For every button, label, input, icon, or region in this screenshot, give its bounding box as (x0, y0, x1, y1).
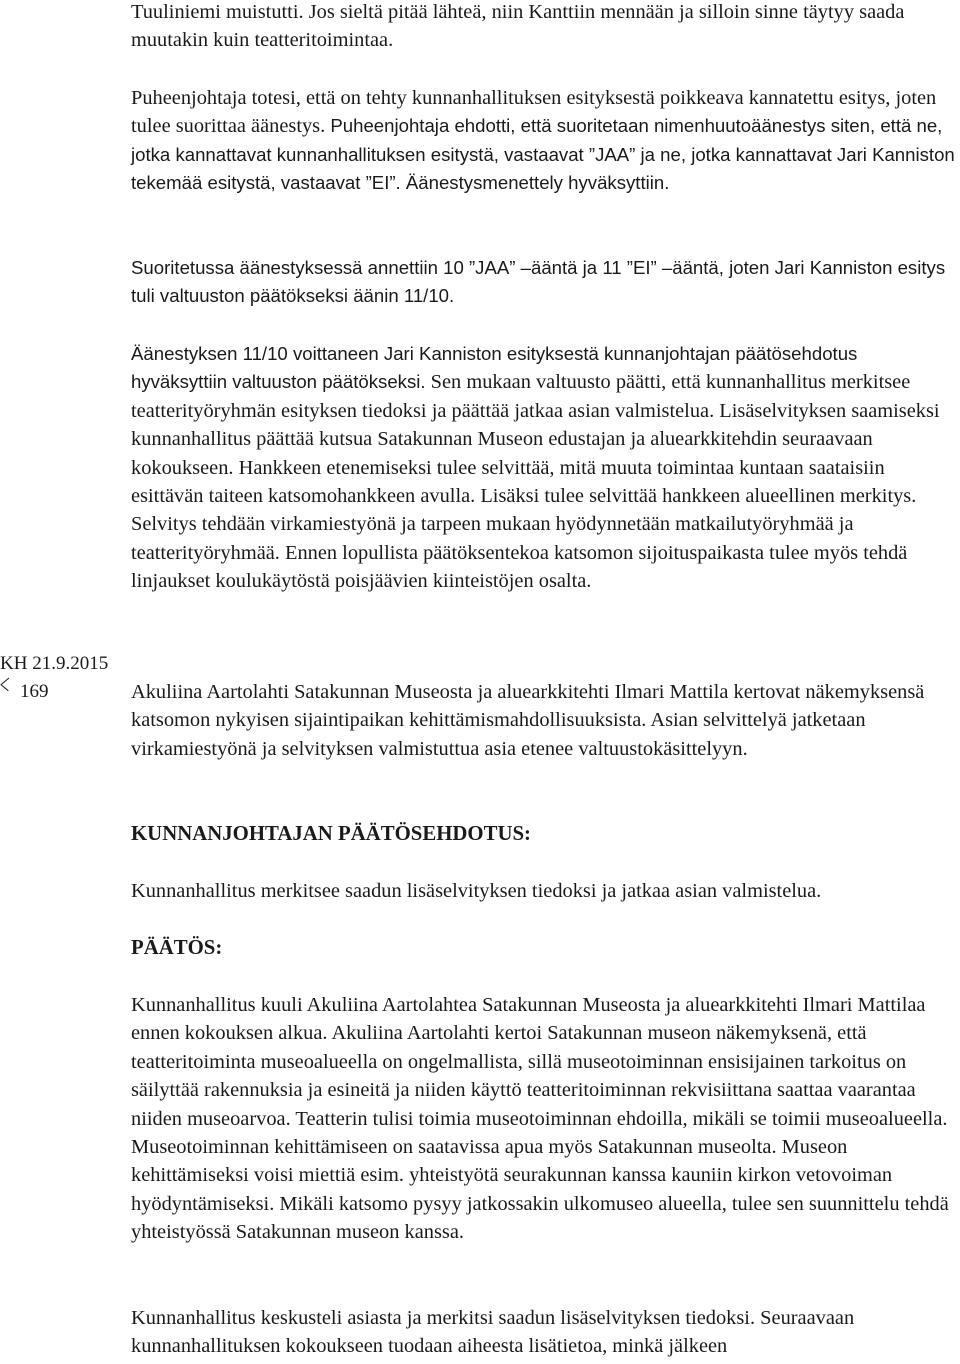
paragraph-5 (131, 678, 957, 763)
paragraph-text (131, 340, 957, 596)
paragraph-4 (131, 340, 957, 596)
paragraph-text: Tuuliniemi muistutti. Jos sieltä pitää lähteä, niin Kanttiin mennään ja silloin sinne täytyy saada muutakin kuin teatteritoimintaa. (131, 1, 905, 52)
paragraph-text: Kunnanhallitus kuuli Akuliina Aartolahtea Satakunnan Museosta ja aluearkkitehti Ilmari Mattilaa ennen kokouksen alkua. Akuliina Aartolahti kertoi Satakunnan museon näkemyksenä, että teatteritoiminta museoalueella on ongelmallista, sillä museotoiminnan ensisijainen tarkoitus on säilyttää rakennuksia ja esineitä ja niiden käyttö teatteritoiminnan rekvisiittana saattaa vaarantaa niiden museoarvoa. Teatterin tulisi toimia museotoiminnan ehdoilla, mikäli se toimii museoalueella. Museotoiminnan kehittämiseen on saatavissa apua myös Satakunnan museolta. Museon kehittämiseksi voisi miettiä esim. yhteistyötä seurakunnan kanssa kauniin kirkon vetovoiman hyödyntämiseksi. Mikäli katsomo pysyy jatkossakin ulkomuseo alueella, tulee sen suunnittelu tehdä yhteistyössä Satakunnan museon kanssa. (131, 994, 949, 1244)
paragraph-text: Kunnanhallitus keskusteli asiasta ja merkitsi saadun lisäselvityksen tiedoksi. Seuraavaan kunnanhallituksen kokoukseen tuodaan aiheesta lisätietoa, minkä jälkeen (131, 1307, 855, 1358)
proposal-heading: KUNNANJOHTAJAN PÄÄTÖSEHDOTUS: (131, 822, 531, 845)
margin-item-number (0, 678, 49, 706)
paragraph-7 (131, 991, 957, 1247)
paragraph-text-part: Puheenjohtaja ehdotti, että suoritetaan nimenhuutoäänestys siten, että ne, jotka kannattavat kunnanhallituksen esitystä, vastaavat ”JAA” ja ne, jotka kannattavat Jari Kanniston tekemää esitystä, vastaavat ”EI”. Äänestysmenettely hyväksyttiin. (131, 115, 955, 194)
paragraph-text-part: Äänestyksen 11/10 voittaneen Jari Kanniston esityksestä kunnanjohtajan päätösehdotus hyväksyttiin valtuuston päätökseksi. (131, 343, 858, 393)
item-number: 169 (20, 681, 49, 702)
paragraph-8 (131, 1304, 957, 1361)
paragraph-1 (131, 0, 957, 55)
paragraph-text (131, 84, 957, 198)
paragraph-text-part: Sen mukaan valtuusto päätti, että kunnanhallitus merkitsee teatterityöryhmän esityksen tiedoksi ja päättää jatkaa asian valmistelua. Lisäselvityksen saamiseksi kunnanhallitus päättää kutsua Satakunnan Museon edustajan ja aluearkkitehdin seuraavaan kokoukseen. Hankkeen etenemiseksi tulee selvittää, mitä muuta toimintaa kuntaan saataisiin esittävän taiteen katsomohankkeen avulla. Lisäksi tulee selvittää hankkeen alueellinen merkitys. Selvitys tehdään virkamiestyönä ja tarpeen mukaan hyödynnetään matkailutyöryhmää ja teatterityöryhmää. Ennen lopullista päätöksentekoa katsomon sijoituspaikasta tulee myös tehdä linjaukset koulukäytöstä poisjäävien kiinteistöjen osalta. (131, 371, 940, 593)
paragraph-6 (131, 877, 957, 905)
paragraph-text: Kunnanhallitus merkitsee saadun lisäselvityksen tiedoksi ja jatkaa asian valmistelua. (131, 880, 822, 902)
margin-date: KH 21.9.2015 (0, 653, 109, 674)
paragraph-text: Suoritetussa äänestyksessä annettiin 10 ”JAA” –ääntä ja 11 ”EI” –ääntä, joten Jari Kanniston esitys tuli valtuuston päätökseksi äänin 11/10. (131, 257, 946, 307)
paragraph-text-part: Puheenjohtaja totesi, että on tehty kunnanhallituksen esityksestä poikkeava kannatettu esitys, joten tulee suorittaa äänestys. (131, 87, 937, 138)
paragraph-3 (131, 254, 957, 311)
section-marker-icon (0, 680, 14, 700)
paragraph-2 (131, 84, 957, 198)
decision-heading: PÄÄTÖS: (131, 936, 223, 959)
paragraph-text: Akuliina Aartolahti Satakunnan Museosta ja aluearkkitehti Ilmari Mattila kertovat näkemyksensä katsomon nykyisen sijaintipaikan kehittämismahdollisuuksista. Asian selvittelyä jatketaan virkamiestyönä ja selvityksen valmistuttua asia etenee valtuustokäsittelyyn. (131, 681, 925, 760)
